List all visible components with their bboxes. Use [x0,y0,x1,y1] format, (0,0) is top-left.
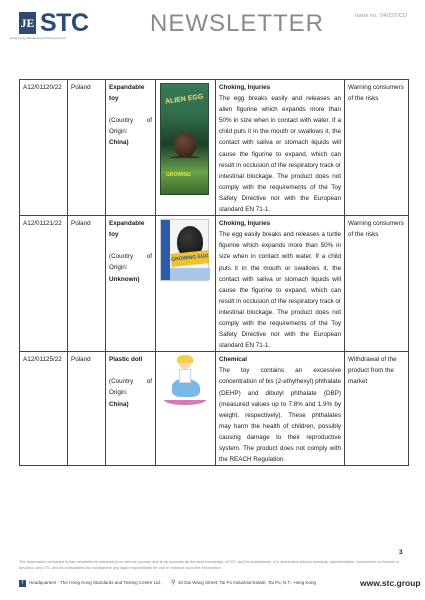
origin-value: Unknown) [109,275,140,283]
product-name: Plastic doll [109,356,143,364]
risk-description: The egg easily breaks and releases a turtle figurine which expands more than 50% in size when in contact with water. If a child puts it in the mouth or swallows it, the contact with saliva or stomach liquids will cause the figurine to expand, which can result in occlusion of the respiratory track or intestinal blockage. The product does not comply with the requirements of the Toy Safety Directive nor with the European standard EN 71-1. [219,231,341,350]
footer-bar [19,578,421,590]
facebook-icon[interactable]: f [19,580,26,587]
origin-value: China) [109,139,129,147]
product-cell: Plastic doll (Country of Origin: China) [106,352,156,466]
product-cell: Expandable toy (Country of Origin: Unknown) [106,216,156,352]
page-header [0,0,425,44]
product-image-cell [156,80,216,216]
website-link[interactable]: www.stc.group [360,578,421,588]
plastic-doll-image [160,355,209,417]
country-cell: Poland [68,216,106,352]
table-row [20,352,409,466]
country-cell: Poland [68,352,106,466]
country-cell: Poland [68,80,106,216]
stc-logo-subtitle: Hong Kong Standards and Testing Centre [10,36,66,40]
risk-cell [216,352,345,466]
risk-title: Choking, Injuries [219,220,271,228]
stc-logo-text: STC [40,9,89,37]
reference-cell: A12/01125/22 [20,352,68,466]
product-image-cell [156,352,216,466]
product-name: Expandable toy [109,84,145,103]
risk-cell [216,80,345,216]
risk-description: The toy contains an excessive concentration of bis (2-ethylhexyl) phthalate (DEHP) and dibutyl phthalate (DBP) (measured values up to 7.8% and 1.9% by weight, respectively). These phthalates may harm the health of children, possibly causing damage to their reproductive system. The product does not comply with the REACH Regulation. [219,367,341,464]
origin-value: China) [109,400,129,408]
disclaimer-text: The information contained in this newsletter is obtained from various sources and is as accurate as the best knowledge of STC and its subsidiaries. It is distributed without warranty, representation, inducement or license of any kind, and STC and its subsidiaries do not assume any legal responsibility for use or reliance upon the information. [19,559,399,570]
measure-cell: Withdrawal of the product from the market [345,352,409,466]
risk-cell [216,216,345,352]
headquarters-label: Headquarters - The Hong Kong Standards and Testing Centre Ltd. [29,580,162,585]
risk-title: Choking, Injuries [219,84,271,91]
product-cell: Expandable toy (Country of Origin: China) [106,80,156,216]
reference-cell: A12/01120/22 [20,80,68,216]
product-image-cell [156,216,216,352]
measure-cell: Warning consumers of the risks [345,80,409,216]
country-of-origin: (Country of [109,253,152,261]
table-row [20,80,409,216]
table-row [20,216,409,352]
growing-egg-toy-image: GROWING EGG [160,219,209,281]
page-number: 3 [399,549,403,556]
reference-cell: A12/01121/22 [20,216,68,352]
issue-number: Issue no.: 04/22T/CD [355,13,407,19]
location-pin-icon: ⚲ [171,580,176,586]
country-of-origin: (Country of [109,117,152,125]
measure-cell: Warning consumers of the risks [345,216,409,352]
recall-table [19,79,409,466]
address-text: 10 Dai Wang Street, Tai Po Industrial Estate, Tai Po, N.T., Hong Kong [178,580,316,585]
risk-title: Chemical [219,356,247,364]
country-of-origin: (Country of [109,378,152,386]
alien-egg-toy-image: ALIEN EGG GROWING [160,83,209,195]
risk-description: The egg breaks easily and releases an alien figurine which expands more than 50% in size when in contact with water. If a child puts it in the mouth or swallows it, the contact with saliva or stomach liquids will cause the figurine to expand, which can result in occlusion of the respiratory track or intestinal blockage. The product does not comply with the requirements of the Toy Safety Directive nor with the European standard EN 71-1. [219,95,341,214]
stc-logo-mark: JE [19,12,36,34]
newsletter-title: NEWSLETTER [150,10,325,37]
product-name: Expandable toy [109,220,145,239]
